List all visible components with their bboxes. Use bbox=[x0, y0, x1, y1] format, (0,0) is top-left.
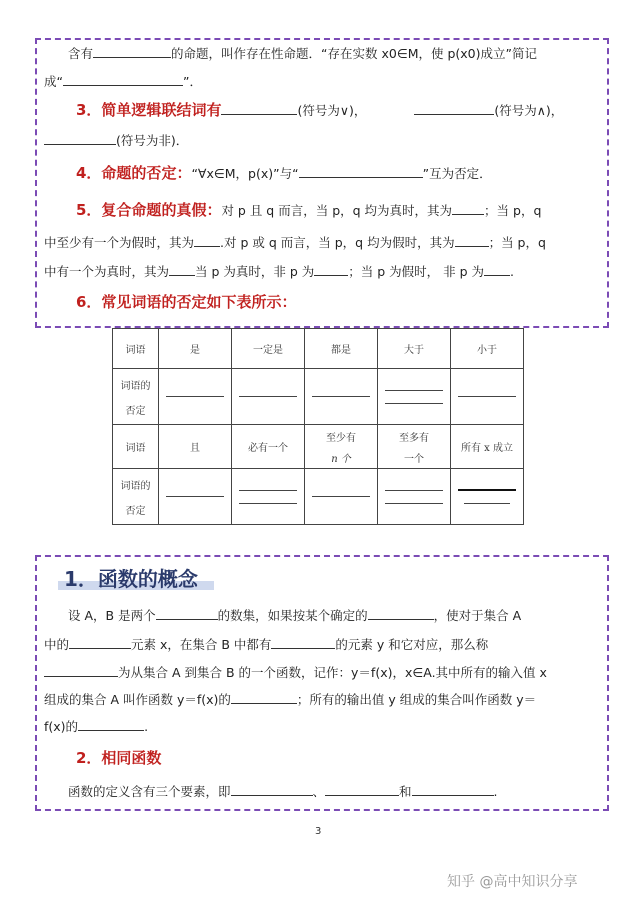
section-b-frame bbox=[35, 555, 609, 811]
table-cell: 是 bbox=[159, 329, 232, 369]
text: 中的 bbox=[44, 637, 70, 652]
cell-text: 词语的 bbox=[120, 480, 151, 492]
blank bbox=[78, 718, 144, 731]
answer-line bbox=[458, 489, 516, 491]
answer-line bbox=[385, 503, 443, 504]
text: 的数集，如果按某个确定的 bbox=[217, 608, 368, 623]
table-cell: 词语 bbox=[113, 425, 159, 469]
blank bbox=[299, 165, 423, 178]
text: 的命题，叫作存在性命题．“存在实数 x0∈M，使 p(x0)成立”简记 bbox=[171, 46, 537, 61]
blank bbox=[231, 691, 297, 704]
text: ；所有的输出值 y 组成的集合叫作函数 y＝ bbox=[296, 692, 537, 707]
table-row bbox=[113, 425, 524, 469]
item-2-title: 2．相同函数 bbox=[76, 749, 162, 767]
cell-text: 至少有 bbox=[326, 432, 356, 444]
table-cell bbox=[232, 469, 305, 525]
answer-line bbox=[312, 396, 370, 397]
answer-line bbox=[385, 390, 443, 391]
table-cell bbox=[159, 469, 232, 525]
text: 中有一个为真时，其为 bbox=[44, 264, 170, 279]
text: ，使对于集合 A bbox=[433, 608, 522, 623]
blank bbox=[169, 263, 195, 276]
item-5-line-3 bbox=[44, 263, 514, 280]
cell-text: 否定 bbox=[125, 505, 146, 517]
answer-line bbox=[312, 496, 370, 497]
text: 设 A，B 是两个 bbox=[68, 608, 156, 623]
blank bbox=[412, 783, 494, 796]
table-cell bbox=[113, 369, 159, 425]
item-2-line bbox=[76, 750, 161, 767]
table-cell: 小于 bbox=[451, 329, 524, 369]
table-cell bbox=[451, 469, 524, 525]
blank bbox=[44, 132, 116, 145]
text-line bbox=[68, 607, 521, 624]
text: ”互为否定． bbox=[422, 166, 492, 181]
text-line bbox=[44, 691, 536, 708]
table-cell: 且 bbox=[159, 425, 232, 469]
table-cell bbox=[305, 469, 378, 525]
page-number: 3 bbox=[315, 826, 322, 837]
text: ；当 p 为假时， 非 p 为 bbox=[348, 264, 485, 279]
blank bbox=[484, 263, 510, 276]
table-row bbox=[113, 369, 524, 425]
item-5-line bbox=[76, 202, 541, 219]
text: (符号为∧)， bbox=[494, 103, 564, 118]
table-cell bbox=[305, 425, 378, 469]
blank bbox=[368, 607, 434, 620]
blank bbox=[63, 73, 183, 86]
text-line bbox=[44, 664, 547, 681]
answer-line bbox=[166, 496, 224, 497]
blank bbox=[194, 234, 220, 247]
answer-line bbox=[239, 396, 297, 397]
blank bbox=[452, 202, 484, 215]
text-line bbox=[68, 783, 498, 800]
table-cell: 一定是 bbox=[232, 329, 305, 369]
table-cell bbox=[378, 369, 451, 425]
answer-line bbox=[239, 503, 297, 504]
answer-line bbox=[458, 396, 516, 397]
text: 元素 x，在集合 B 中都有 bbox=[131, 637, 272, 652]
text: 中至少有一个为假时，其为 bbox=[44, 235, 195, 250]
text: 和 bbox=[399, 784, 412, 799]
item-6-title: 6．常见词语的否定如下表所示： bbox=[76, 293, 297, 311]
text-line-2 bbox=[44, 73, 202, 90]
text: 成“ bbox=[44, 74, 63, 89]
answer-line bbox=[239, 490, 297, 491]
blank bbox=[231, 783, 313, 796]
table-cell bbox=[451, 369, 524, 425]
blank bbox=[44, 664, 118, 677]
cell-text: 至多有 bbox=[399, 432, 429, 444]
heading-text: 1．函数的概念 bbox=[64, 567, 198, 591]
blank bbox=[93, 45, 171, 58]
answer-line bbox=[385, 490, 443, 491]
item-4-line bbox=[76, 165, 492, 182]
item-5-line-2 bbox=[44, 234, 546, 251]
text: 为从集合 A 到集合 B 的一个函数，记作：y＝f(x)，x∈A.其中所有的输入值 x bbox=[118, 665, 547, 680]
text: . bbox=[144, 719, 149, 734]
text: 含有 bbox=[68, 46, 94, 61]
item-5-title: 5．复合命题的真假： bbox=[76, 201, 222, 219]
table-cell bbox=[159, 369, 232, 425]
table-cell bbox=[232, 369, 305, 425]
watermark: 知乎 @高中知识分享 bbox=[447, 874, 578, 890]
table-row bbox=[113, 469, 524, 525]
answer-line bbox=[464, 503, 510, 504]
text-line bbox=[44, 636, 488, 653]
text: ；当 p，q bbox=[488, 235, 546, 250]
table-cell bbox=[378, 469, 451, 525]
table-row bbox=[113, 329, 524, 369]
blank bbox=[271, 636, 335, 649]
blank bbox=[221, 102, 297, 115]
negation-table bbox=[112, 328, 524, 525]
blank bbox=[455, 234, 489, 247]
cell-text: 词语的 bbox=[120, 380, 151, 392]
text: 的元素 y 和它对应，那么称 bbox=[335, 637, 489, 652]
item-3-line bbox=[76, 102, 563, 119]
text-line bbox=[44, 718, 148, 735]
text: .对 p 或 q 而言，当 p，q 均为假时，其为 bbox=[220, 235, 455, 250]
item-4-title: 4．命题的否定： bbox=[76, 164, 192, 182]
text: ”． bbox=[182, 74, 202, 89]
cell-text: 一个 bbox=[404, 453, 424, 465]
blank bbox=[414, 102, 494, 115]
table-cell: 必有一个 bbox=[232, 425, 305, 469]
text-line-1 bbox=[68, 45, 537, 62]
text: 对 p 且 q 而言，当 p，q 均为真时，其为 bbox=[221, 203, 453, 218]
text: f(x)的 bbox=[44, 719, 79, 734]
blank bbox=[69, 636, 131, 649]
text: “∀x∈M，p(x)”与“ bbox=[191, 166, 299, 181]
table-cell bbox=[305, 369, 378, 425]
table-cell: 所有 x 成立 bbox=[451, 425, 524, 469]
table-cell: 大于 bbox=[378, 329, 451, 369]
text: . bbox=[510, 264, 515, 279]
cell-text: n 个 bbox=[331, 453, 351, 465]
text: 当 p 为真时，非 p 为 bbox=[195, 264, 315, 279]
text: 函数的定义含有三个要素，即 bbox=[68, 784, 231, 799]
cell-text: 否定 bbox=[125, 405, 146, 417]
blank bbox=[156, 607, 218, 620]
answer-line bbox=[166, 396, 224, 397]
text: 组成的集合 A 叫作函数 y＝f(x)的 bbox=[44, 692, 231, 707]
item-3-title: 3．简单逻辑联结词有 bbox=[76, 101, 222, 119]
section-heading bbox=[58, 560, 214, 592]
text: (符号为非)． bbox=[116, 133, 189, 148]
answer-line bbox=[385, 403, 443, 404]
text: 、 bbox=[312, 784, 326, 799]
table-cell bbox=[113, 469, 159, 525]
blank bbox=[314, 263, 348, 276]
text: ；当 p，q bbox=[484, 203, 542, 218]
item-3-line-2 bbox=[44, 132, 188, 149]
table-cell: 都是 bbox=[305, 329, 378, 369]
text: (符号为∨)， bbox=[297, 103, 367, 118]
blank bbox=[325, 783, 399, 796]
table-cell bbox=[378, 425, 451, 469]
item-6-line bbox=[76, 294, 296, 311]
text: . bbox=[493, 784, 498, 799]
table-cell: 词语 bbox=[113, 329, 159, 369]
